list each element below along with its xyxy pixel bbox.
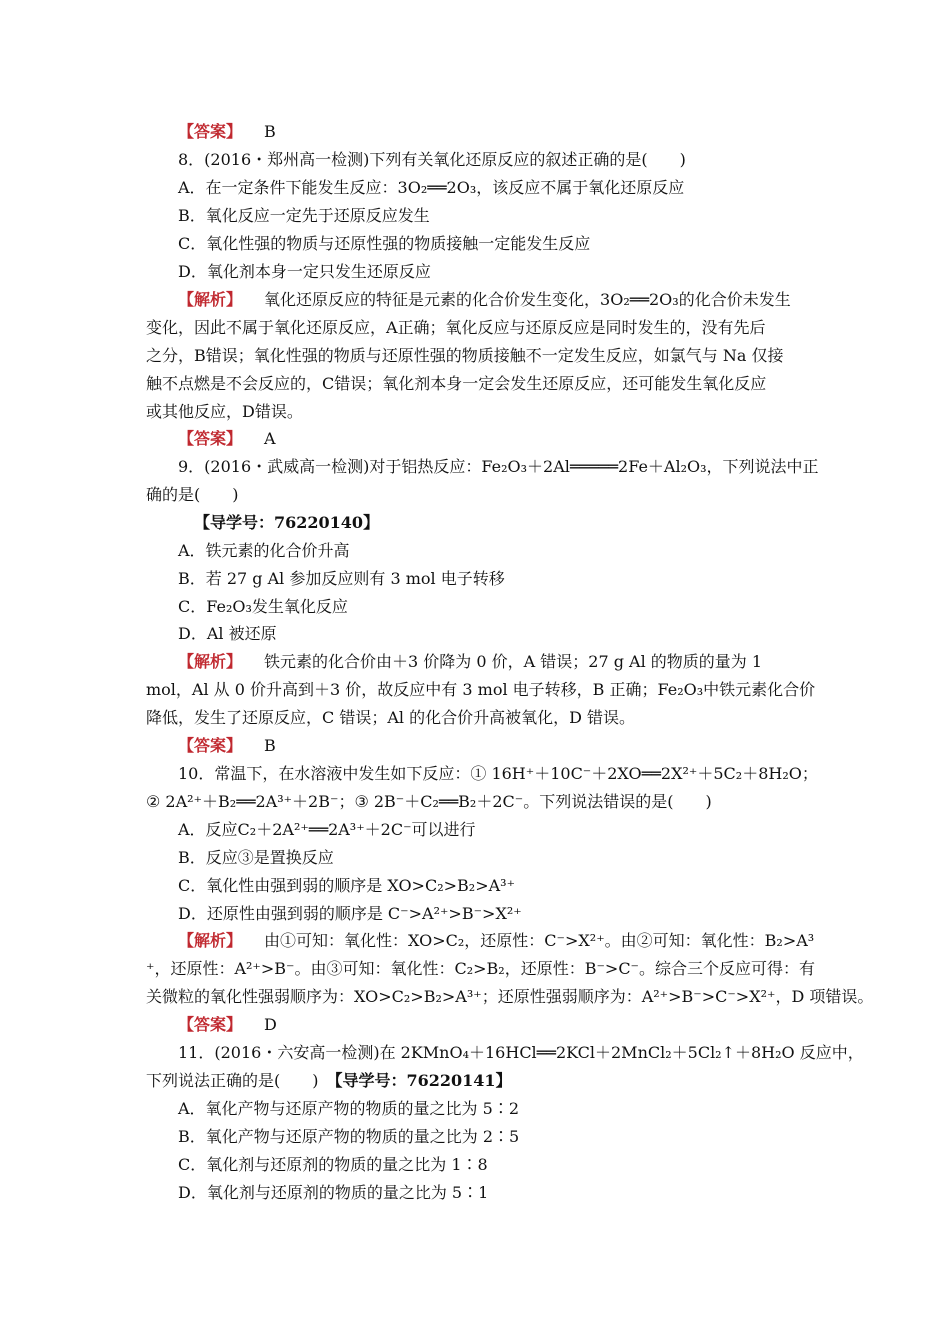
option-d: D．还原性由强到弱的顺序是 C⁻>A²⁺>B⁻>X²⁺ <box>178 904 522 923</box>
explanation-text: 铁元素的化合价由＋3 价降为 0 价，A 错误；27 g Al 的物质的量为 1 <box>264 652 763 671</box>
explanation-text: mol，Al 从 0 价升高到＋3 价，故反应中有 3 mol 电子转移，B 正确；Fe₂O₃中铁元素化合价 <box>146 680 816 699</box>
option-c: C．氧化性由强到弱的顺序是 XO>C₂>B₂>A³⁺ <box>178 876 516 895</box>
explanation-line <box>178 930 950 952</box>
answer-line <box>178 428 950 450</box>
answer-tag: 【答案】 <box>178 1015 243 1034</box>
question-stem: 8．(2016・郑州高一检测)下列有关氧化还原反应的叙述正确的是( ) <box>178 150 686 169</box>
option-b: B．若 27 g Al 参加反应则有 3 mol 电子转移 <box>178 569 505 588</box>
question-stem: 9．(2016・武威高一检测)对于铝热反应：Fe₂O₃＋2Al═════2Fe＋Al₂O₃，下列说法中正 <box>178 457 819 476</box>
explanation-tag: 【解析】 <box>178 931 243 950</box>
answer-line <box>178 735 950 757</box>
explanation-text: 之分，B错误；氧化性强的物质与还原性强的物质接触不一定发生反应，如氯气与 Na 仅接 <box>146 346 784 365</box>
explanation-text: 降低，发生了还原反应，C 错误；Al 的化合价升高被氧化，D 错误。 <box>146 708 636 727</box>
question-stem: 10．常温下，在水溶液中发生如下反应：① 16H⁺＋10C⁻＋2XO══2X²⁺＋5C₂＋8H₂O； <box>178 764 818 783</box>
explanation-text: 关微粒的氧化性强弱顺序为：XO>C₂>B₂>A³⁺；还原性强弱顺序为：A²⁺>B⁻>C⁻>X²⁺，D 项错误。 <box>146 987 874 1006</box>
option-d: D．氧化剂与还原剂的物质的量之比为 5∶1 <box>178 1183 489 1202</box>
option-b: B．氧化反应一定先于还原反应发生 <box>178 206 430 225</box>
explanation-text: ⁺，还原性：A²⁺>B⁻。由③可知：氧化性：C₂>B₂，还原性：B⁻>C⁻。综合三个反应可得：有 <box>146 959 816 978</box>
option-d: D．Al 被还原 <box>178 624 277 643</box>
question-stem-text: 下列说法正确的是( ) <box>146 1071 319 1090</box>
answer-line <box>178 121 950 143</box>
explanation-line <box>178 651 950 673</box>
answer-tag: 【答案】 <box>178 736 243 755</box>
answer-value: B <box>264 122 276 141</box>
answer-tag: 【答案】 <box>178 122 243 141</box>
daoxue-number: 【导学号：76220140】 <box>194 513 380 532</box>
answer-value: D <box>264 1015 277 1034</box>
option-c: C．Fe₂O₃发生氧化反应 <box>178 597 348 616</box>
explanation-text: 触不点燃是不会反应的，C错误；氧化剂本身一定会发生还原反应，还可能发生氧化反应 <box>146 374 767 393</box>
option-a: A．反应C₂＋2A²⁺══2A³⁺＋2C⁻可以进行 <box>178 820 476 839</box>
explanation-text: 由①可知：氧化性：XO>C₂，还原性：C⁻>X²⁺。由②可知：氧化性：B₂>A³ <box>264 931 815 950</box>
question-stem: 11．(2016・六安高一检测)在 2KMnO₄＋16HCl══2KCl＋2MnCl₂＋5Cl₂↑＋8H₂O 反应中， <box>178 1043 864 1062</box>
option-b: B．反应③是置换反应 <box>178 848 334 867</box>
option-c: C．氧化性强的物质与还原性强的物质接触一定能发生反应 <box>178 234 591 253</box>
explanation-line <box>178 289 950 311</box>
option-a: A．氧化产物与还原产物的物质的量之比为 5∶2 <box>178 1099 520 1118</box>
explanation-tag: 【解析】 <box>178 652 243 671</box>
explanation-tag: 【解析】 <box>178 290 243 309</box>
explanation-text: 变化，因此不属于氧化还原反应，A正确；氧化反应与还原反应是同时发生的，没有先后 <box>146 318 766 337</box>
daoxue-number: 【导学号：76220141】 <box>326 1071 512 1090</box>
option-a: A．在一定条件下能发生反应：3O₂══2O₃，该反应不属于氧化还原反应 <box>178 178 685 197</box>
answer-line <box>178 1014 950 1036</box>
answer-tag: 【答案】 <box>178 429 243 448</box>
explanation-text: 或其他反应，D错误。 <box>146 402 303 421</box>
answer-value: B <box>264 736 276 755</box>
option-d: D．氧化剂本身一定只发生还原反应 <box>178 262 431 281</box>
explanation-text: 氧化还原反应的特征是元素的化合价发生变化，3O₂══2O₃的化合价未发生 <box>264 290 791 309</box>
option-b: B．氧化产物与还原产物的物质的量之比为 2∶5 <box>178 1127 520 1146</box>
option-c: C．氧化剂与还原剂的物质的量之比为 1∶8 <box>178 1155 488 1174</box>
question-stem <box>146 1070 950 1092</box>
question-stem: ② 2A²⁺＋B₂══2A³⁺＋2B⁻；③ 2B⁻＋C₂══B₂＋2C⁻。下列说法错误的是( ) <box>146 792 712 811</box>
option-a: A．铁元素的化合价升高 <box>178 541 350 560</box>
question-stem: 确的是( ) <box>146 485 239 504</box>
answer-value: A <box>264 429 276 448</box>
